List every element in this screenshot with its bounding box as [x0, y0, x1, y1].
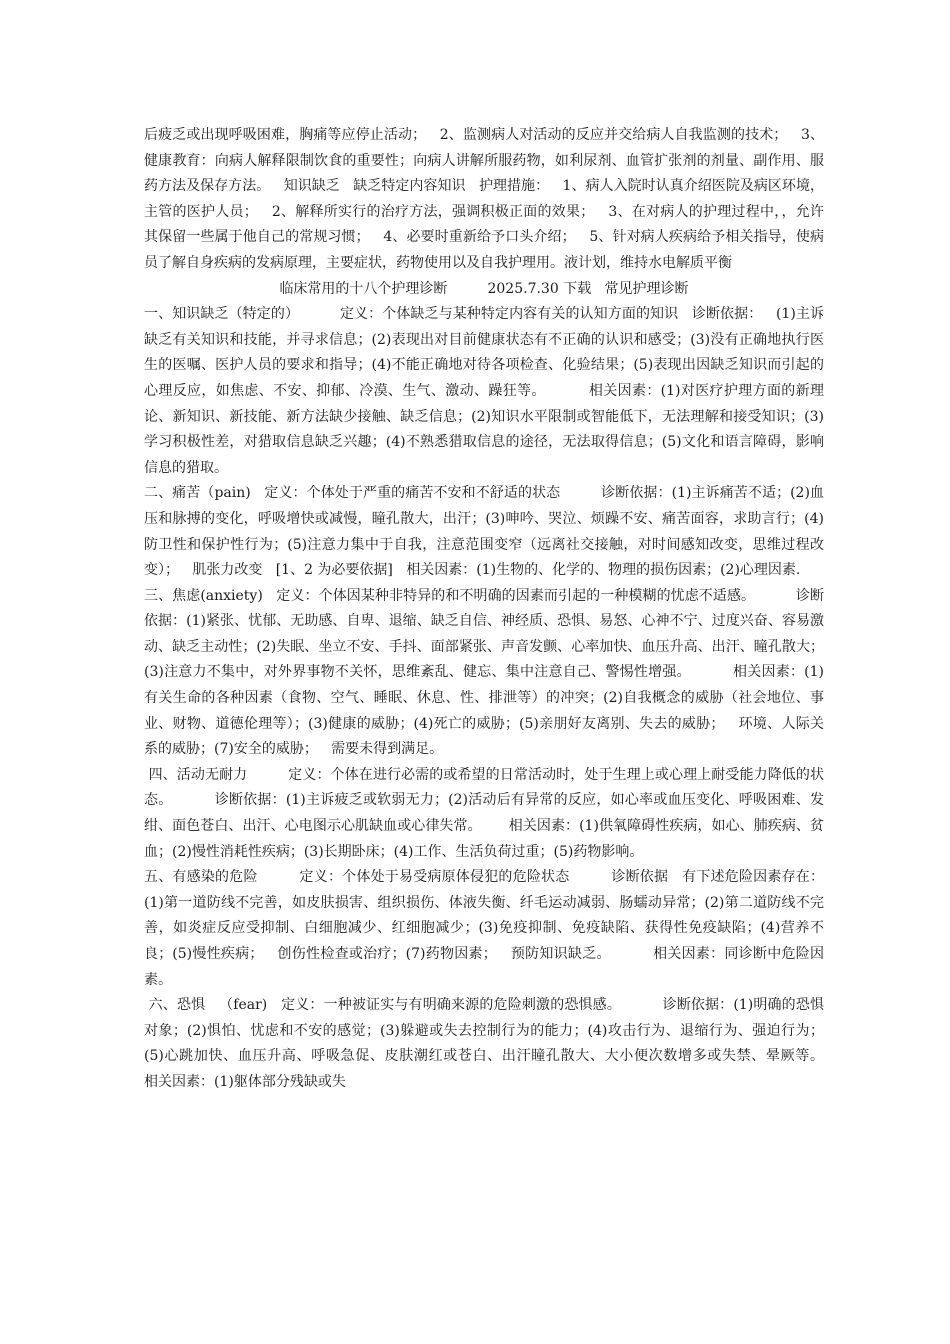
document-body — [144, 123, 865, 1096]
intro-paragraph: 后疲乏或出现呼吸困难，胸痛等应停止活动； 2、监测病人对活动的反应并交给病人自我监测的技术； 3、健康教育：向病人解释限制饮食的重要性；向病人讲解所服药物，如利尿剂、血管扩张剂的剂量、副作用、服药方法及保存方法。 知识缺乏 缺乏特定内容知识 护理措施： 1、病人入院时认真介绍医院及病区环境，主管的医护人员； 2、解释所实行的治疗方法，强调积极正面的效果； 3、在对病人的护理过程中，，允许其保留一些属于他自己的常规习惯； 4、必要时重新给予口头介绍； 5、针对病人疾病给予相关指导，使病员了解自身疾病的发病原理，主要症状，药物使用以及自我护理用。液计划，维持水电解质平衡 — [144, 127, 824, 271]
section-infection-risk: 五、有感染的危险 定义：个体处于易受病原体侵犯的危险状态 诊断依据 有下述危险因素存在：(1)第一道防线不完善，如皮肤损害、组织损伤、体液失衡、纤毛运动减弱、肠蠕动异常；(2)第二道防线不完善，如炎症反应受抑制、白细胞减少、红细胞减少；(3)免疫抑制、免疫缺陷、获得性免疫缺陷；(4)营养不良；(5)慢性疾病； 创伤性检查或治疗；(7)药物因素； 预防知识缺乏。 相关因素：同诊断中危险因素。 — [144, 869, 824, 988]
section-pain: 二、痛苦（pain) 定义：个体处于严重的痛苦不安和不舒适的状态 诊断依据：(1)主诉痛苦不适；(2)血压和脉搏的变化，呼吸增快或减慢，瞳孔散大，出汗；(3)呻吟、哭泣、烦躁不安、痛苦面容，求助言行；(4)防卫性和保护性行为；(5)注意力集中于自我，注意范围变窄（远离社交接触，对时间感知改变，思维过程改变）； 肌张力改变 [1、2 为必要依据] 相关因素：(1)生物的、化学的、物理的损伤因素；(2)心理因素. — [144, 485, 824, 579]
section-knowledge-deficit: 一、知识缺乏（特定的） 定义：个体缺乏与某种特定内容有关的认知方面的知识 诊断依据： (1)主诉缺乏有关知识和技能，并寻求信息；(2)表现出对目前健康状态有不正确的认识和感受；(3)没有正确地执行医生的医嘱、医护人员的要求和指导；(4)不能正确地对待各项检查、化验结果；(5)表现出因缺乏知识而引起的心理反应，如焦虑、不安、抑郁、冷漠、生气、激动、躁狂等。 相关因素：(1)对医疗护理方面的新理论、新知识、新技能、新方法缺少接触、缺乏信息；(2)知识水平限制或智能低下，无法理解和接受知识；(3)学习积极性差，对猎取信息缺乏兴趣；(4)不熟悉猎取信息的途径，无法取得信息；(5)文化和语言障碍，影响信息的猎取。 — [144, 306, 824, 476]
section-anxiety: 三、焦虑(anxiety) 定义：个体因某种非特异的和不明确的因素而引起的一种模糊的忧虑不适感。 诊断依据：(1)紧张、忧郁、无助感、自卑、退缩、缺乏自信、神经质、恐惧、易怒、心神不宁、过度兴奋、容易激动、缺乏主动性；(2)失眠、坐立不安、手抖、面部紧张、声音发颤、心率加快、血压升高、出汗、瞳孔散大；(3)注意力不集中，对外界事物不关怀，思维紊乱、健忘、集中注意自己、警惕性增强。 相关因素：(1)有关生命的各种因素（食物、空气、睡眠、休息、性、排泄等）的冲突；(2)自我概念的威胁（社会地位、事业、财物、道德伦理等）；(3)健康的威胁；(4)死亡的威胁；(5)亲朋好友离别、失去的威胁； 环境、人际关系的威胁；(7)安全的威胁； 需要未得到满足。 — [144, 587, 824, 758]
section-fear: 六、恐惧 （fear) 定义：一种被证实与有明确来源的危险刺激的恐惧感。 诊断依据：(1)明确的恐惧对象；(2)惧怕、忧虑和不安的感觉；(3)躲避或失去控制行为的能力；(4)攻击行为、退缩行为、强迫行为；(5)心跳加快、血压升高、呼吸急促、皮肤潮红或苍白、出汗瞳孔散大、大小便次数增多或失禁、晕厥等。 相关因素：(1)躯体部分残缺或失 — [144, 997, 865, 1090]
section-activity-intolerance: 四、活动无耐力 定义：个体在进行必需的或希望的日常活动时，处于生理上或心理上耐受能力降低的状态。 诊断依据：(1)主诉疲乏或软弱无力；(2)活动后有异常的反应，如心率或血压变化、呼吸困难、发绀、面色苍白、出汗、心电图示心肌缺血或心律失常。 相关因素：(1)供氧障碍性疾病，如心、肺疾病、贫血；(2)慢性消耗性疾病；(3)长期卧床；(4)工作、生活负荷过重；(5)药物影响。 — [144, 766, 824, 860]
document-title-line: 临床常用的十八个护理诊断 2025.7.30 下载 常见护理诊断 — [279, 280, 689, 297]
